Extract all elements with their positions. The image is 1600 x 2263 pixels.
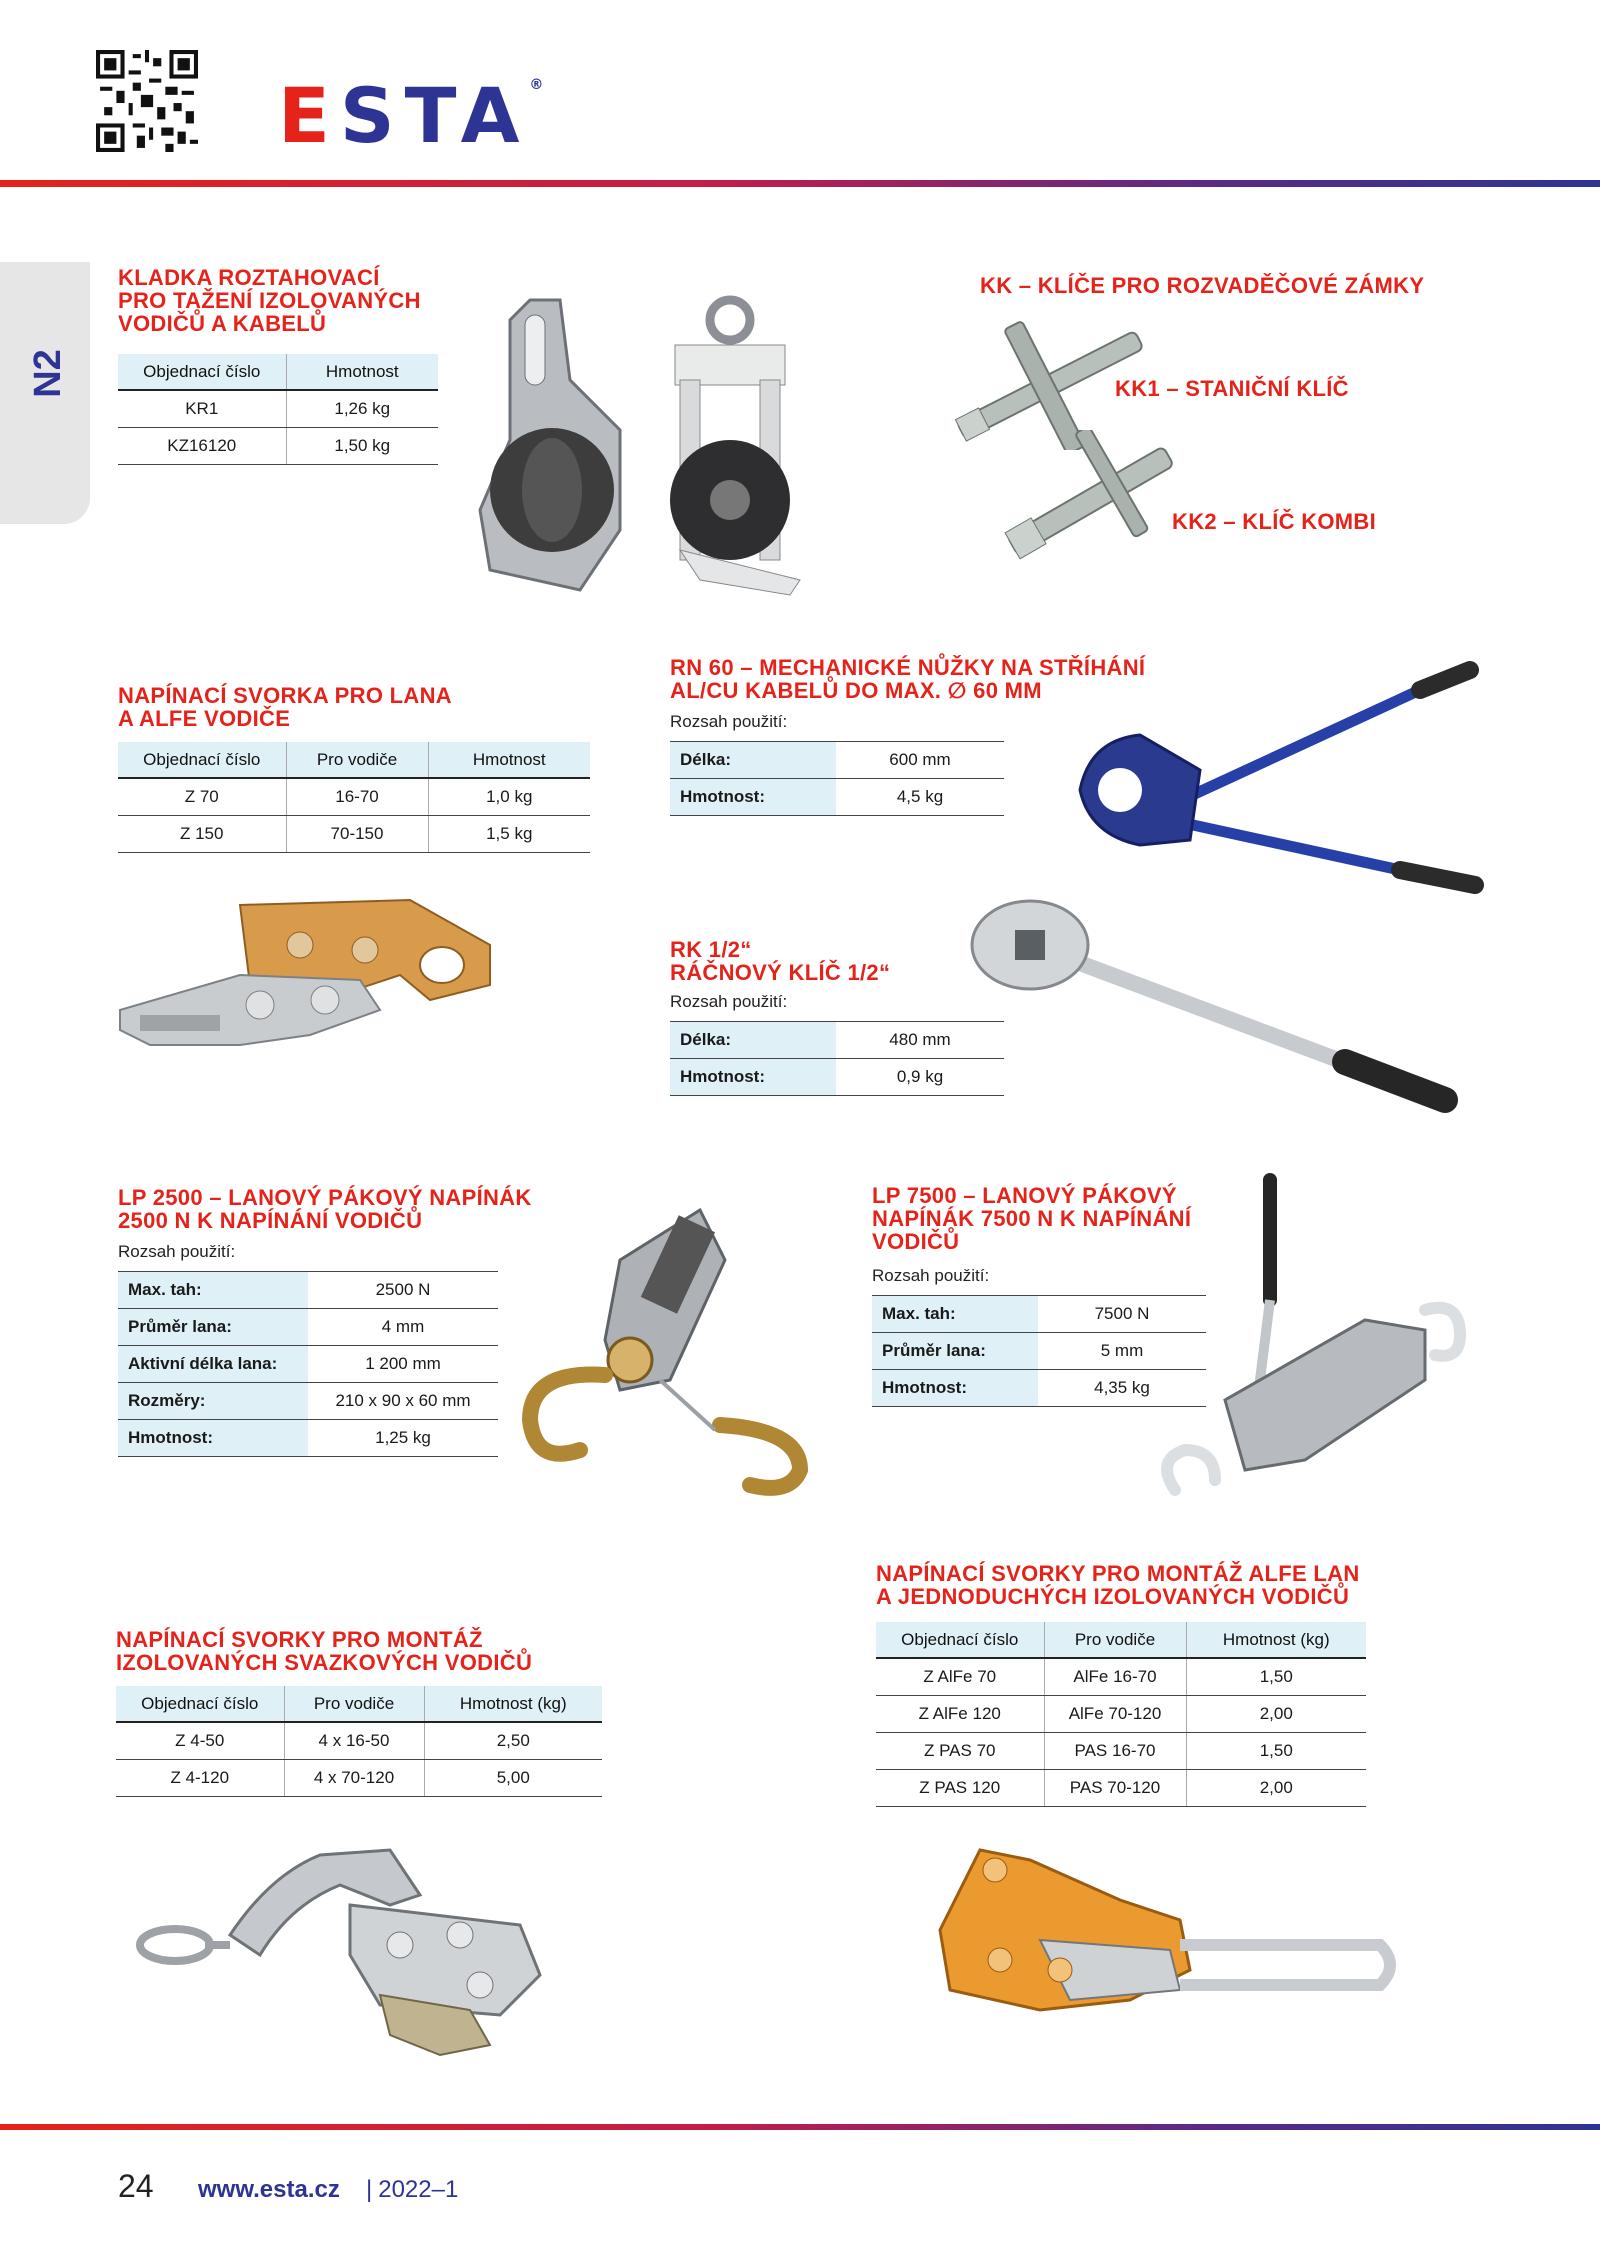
- kk2-key-image: [1000, 430, 1180, 565]
- pulley-image: [470, 290, 810, 600]
- section-tab: [0, 262, 90, 524]
- esta-logo: ESTA®: [278, 71, 544, 160]
- alfe-title: NAPÍNACÍ SVORKY PRO MONTÁŽ ALFE LAN A JEDNODUCHÝCH IZOLOVANÝCH VODIČŮ: [876, 1561, 1360, 1609]
- svorka-title: NAPÍNACÍ SVORKA PRO LANA A ALFE VODIČE: [118, 683, 452, 731]
- alfe-table: Objednací číslo Pro vodiče Hmotnost (kg) Z AlFe 70 AlFe 16-70 1,50 Z AlFe 120 AlFe 70-120 2,00 Z PAS 70 PAS 16-70 1,50 Z PAS 120 PAS 70-120 2,00: [876, 1622, 1366, 1807]
- table-row: Z 70 16-70 1,0 kg: [118, 778, 590, 815]
- header-gradient-bar: [0, 180, 1600, 187]
- table-row: Z PAS 70 PAS 16-70 1,50: [876, 1732, 1366, 1769]
- page-number: 24: [118, 2168, 154, 2204]
- footer-gradient-bar: [0, 2124, 1600, 2130]
- rk-spec-table: [670, 1021, 1004, 1096]
- catalog-edition: [366, 2176, 458, 2204]
- svorka-clamp-image: [110, 885, 500, 1070]
- table-row: Z AlFe 120 AlFe 70-120 2,00: [876, 1695, 1366, 1732]
- kladka-table: Objednací číslo Hmotnost KR1 1,26 kg KZ16120 1,50 kg: [118, 354, 438, 465]
- table-row: Z AlFe 70 AlFe 16-70 1,50: [876, 1658, 1366, 1695]
- svazkove-title: NAPÍNACÍ SVORKY PRO MONTÁŽ IZOLOVANÝCH SVAZKOVÝCH VODIČŮ: [116, 1627, 533, 1675]
- table-row: Hmotnost: 4,35 kg: [872, 1370, 1206, 1407]
- footer-separator: |: [366, 2176, 373, 2203]
- table-row: Rozměry: 210 x 90 x 60 mm: [118, 1383, 498, 1420]
- ratchet-wrench-image: [965, 890, 1465, 1120]
- lp2500-puller-image: [510, 1200, 830, 1500]
- lp7500-title: LP 7500 – LANOVÝ PÁKOVÝ NAPÍNÁK 7500 N K NAPÍNÁNÍ VODIČŮ: [872, 1183, 1192, 1254]
- catalog-year: 2022–1: [378, 2176, 459, 2203]
- kladka-title: KLADKA ROZTAHOVACÍ PRO TAŽENÍ IZOLOVANÝCH VODIČŮ A KABELŮ: [118, 265, 421, 336]
- table-row: Hmotnost: 1,25 kg: [118, 1420, 498, 1457]
- alfe-clamp-image: [920, 1840, 1410, 2040]
- lp2500-subtitle: Rozsah použití:: [118, 1242, 236, 1261]
- svorka-table: Objednací číslo Pro vodiče Hmotnost Z 70 16-70 1,0 kg Z 150 70-150 1,5 kg: [118, 742, 590, 853]
- table-row: KR1 1,26 kg: [118, 390, 438, 427]
- table-row: KZ16120 1,50 kg: [118, 427, 438, 464]
- lp2500-title: LP 2500 – LANOVÝ PÁKOVÝ NAPÍNÁK 2500 N K NAPÍNÁNÍ VODIČŮ: [118, 1185, 532, 1233]
- table-row: Z 4-50 4 x 16-50 2,50: [116, 1722, 602, 1759]
- website-link[interactable]: www.esta.cz: [198, 2176, 340, 2203]
- lp2500-spec-table: [118, 1271, 498, 1457]
- table-row: Z 150 70-150 1,5 kg: [118, 815, 590, 852]
- kk1-title: KK1 – STANIČNÍ KLÍČ: [1115, 376, 1349, 401]
- rn60-title: RN 60 – MECHANICKÉ NŮŽKY NA STŘÍHÁNÍ AL/CU KABELŮ DO MAX. ∅ 60 MM: [670, 655, 1146, 703]
- lp7500-puller-image: [1135, 1160, 1475, 1520]
- kk2-title: KK2 – KLÍČ KOMBI: [1172, 509, 1377, 534]
- lp7500-subtitle: Rozsah použití:: [872, 1266, 990, 1285]
- rn60-subtitle: Rozsah použití:: [670, 712, 788, 731]
- table-row: Hmotnost: 4,5 kg: [670, 779, 1004, 816]
- cable-cutter-image: [1060, 660, 1490, 910]
- rk-title: RK 1/2“ RÁČNOVÝ KLÍČ 1/2“: [670, 937, 891, 985]
- table-row: Aktivní délka lana: 1 200 mm: [118, 1346, 498, 1383]
- table-row: Hmotnost: 0,9 kg: [670, 1059, 1004, 1096]
- table-row: Průměr lana: 5 mm: [872, 1333, 1206, 1370]
- table-row: Průměr lana: 4 mm: [118, 1309, 498, 1346]
- table-row: Z PAS 120 PAS 70-120 2,00: [876, 1769, 1366, 1806]
- qr-code: [96, 50, 198, 152]
- svazkove-table: Objednací číslo Pro vodiče Hmotnost (kg) Z 4-50 4 x 16-50 2,50 Z 4-120 4 x 70-120 5,00: [116, 1686, 602, 1797]
- table-row: Z 4-120 4 x 70-120 5,00: [116, 1759, 602, 1796]
- table-row: Max. tah: 7500 N: [872, 1296, 1206, 1333]
- table-row: Délka: 600 mm: [670, 742, 1004, 779]
- table-row: Délka: 480 mm: [670, 1022, 1004, 1059]
- kk-title: KK – KLÍČE PRO ROZVADĚČOVÉ ZÁMKY: [980, 273, 1425, 298]
- table-row: Max. tah: 2500 N: [118, 1272, 498, 1309]
- rk-subtitle: Rozsah použití:: [670, 992, 788, 1011]
- section-tab-label: N2: [26, 349, 69, 398]
- svazkove-clamp-image: [120, 1835, 560, 2070]
- rn60-spec-table: [670, 741, 1004, 816]
